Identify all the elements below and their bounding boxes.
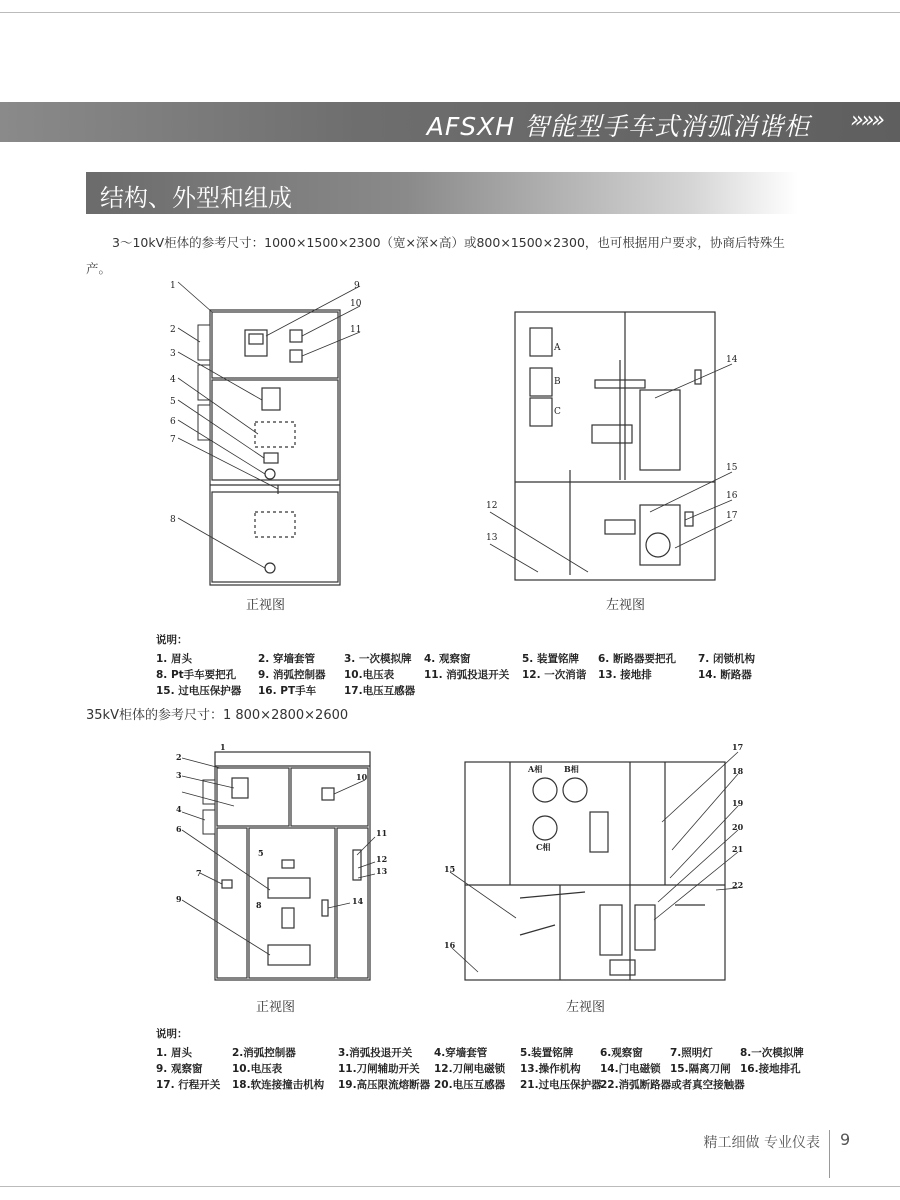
callout-4: 4 (170, 375, 176, 385)
note-item: 18.软连接撞击机构 (232, 1079, 325, 1091)
phase-label-c: C相 (536, 842, 551, 852)
callout-9: 9 (176, 894, 182, 904)
side-view-diagram-10kv (480, 300, 740, 585)
phase-label-b: B相 (564, 764, 579, 774)
note-item: 15. 过电压保护器 (156, 685, 242, 697)
note-item: 10.电压表 (344, 669, 395, 681)
note-item: 6. 断路器要把孔 (598, 653, 676, 665)
footer-slogan: 精工细做 专业仪表 (703, 1135, 820, 1151)
phase-label-c: C (554, 407, 561, 417)
subheading-35kv: 35kV柜体的参考尺寸：1 800×2800×2600 (86, 708, 349, 723)
callout-18: 18 (732, 766, 744, 776)
note-item: 4. 观察窗 (424, 653, 471, 665)
callout-14: 14 (726, 355, 738, 365)
callout-6: 6 (176, 824, 182, 834)
bottom-rule (0, 1186, 900, 1187)
notes-row (156, 683, 755, 699)
note-item: 12.刀闸电磁锁 (434, 1063, 506, 1075)
notes-title: 说明： (156, 1028, 188, 1040)
side-view-caption-10kv: 左视图 (606, 598, 646, 613)
note-item: 20.电压互感器 (434, 1079, 506, 1091)
callout-1: 1 (220, 742, 226, 752)
note-item: 17.电压互感器 (344, 685, 416, 697)
callout-19: 19 (732, 798, 744, 808)
note-item: 15.隔离刀闸 (670, 1063, 731, 1075)
note-item: 2. 穿墙套管 (258, 653, 315, 665)
phase-label-a: A相 (528, 764, 543, 774)
note-item: 11. 消弧投退开关 (424, 669, 510, 681)
front-view-caption-10kv: 正视图 (246, 598, 286, 613)
intro-paragraph: 3～10kV柜体的参考尺寸：1000×1500×2300（宽×深×高）或800×1500×2300，也可根据用户要求，协商后特殊生产。 (86, 235, 785, 276)
callout-10: 10 (350, 299, 362, 309)
note-item: 1. 眉头 (156, 1047, 192, 1059)
note-item: 3.消弧投退开关 (338, 1047, 413, 1059)
note-item: 1. 眉头 (156, 653, 192, 665)
note-item: 11.刀闸辅助开关 (338, 1063, 420, 1075)
note-item: 3. 一次模拟牌 (344, 653, 412, 665)
notes-10kv (156, 632, 755, 699)
note-item: 8. Pt手车要把孔 (156, 669, 237, 681)
callout-15: 15 (444, 864, 456, 874)
note-item: 7. 闭锁机构 (698, 653, 755, 665)
product-title: AFSXH 智能型手车式消弧消谐柜 (426, 112, 810, 141)
top-rule (0, 12, 900, 13)
notes-35kv (156, 1026, 804, 1093)
callout-21: 21 (732, 844, 744, 854)
note-item: 5.装置铭牌 (520, 1047, 574, 1059)
callout-4: 4 (176, 804, 182, 814)
callout-1: 1 (170, 281, 176, 291)
phase-label-a: A (554, 343, 561, 353)
note-item: 19.高压限流熔断器 (338, 1079, 431, 1091)
section-title: 结构、外型和组成 (100, 184, 292, 212)
note-item: 16. PT手车 (258, 685, 317, 697)
callout-3: 3 (170, 349, 176, 359)
notes-title: 说明： (156, 634, 188, 646)
note-item: 17. 行程开关 (156, 1079, 221, 1091)
callout-7: 7 (170, 435, 176, 445)
note-item: 8.一次模拟牌 (740, 1047, 804, 1059)
note-item: 10.电压表 (232, 1063, 283, 1075)
callout-12: 12 (376, 854, 388, 864)
callout-12: 12 (486, 501, 498, 511)
front-view-diagram-10kv (160, 280, 370, 590)
notes-row (156, 1061, 804, 1077)
note-item: 7.照明灯 (670, 1047, 713, 1059)
callout-20: 20 (732, 822, 744, 832)
note-item: 5. 装置铭牌 (522, 653, 579, 665)
note-item: 16.接地排孔 (740, 1063, 801, 1075)
footer-divider (829, 1130, 830, 1178)
note-item: 2.消弧控制器 (232, 1047, 296, 1059)
callout-3: 3 (176, 770, 182, 780)
notes-row (156, 667, 755, 683)
note-item: 13. 接地排 (598, 669, 652, 681)
callout-16: 16 (726, 491, 738, 501)
callout-2: 2 (170, 325, 176, 335)
note-item: 9. 观察窗 (156, 1063, 203, 1075)
phase-label-b: B (554, 377, 561, 387)
side-view-diagram-35kv (440, 740, 755, 985)
callout-5: 5 (258, 848, 264, 858)
callout-11: 11 (350, 325, 362, 335)
callout-13: 13 (376, 866, 388, 876)
side-view-caption-35kv: 左视图 (566, 1000, 606, 1015)
callout-5: 5 (170, 397, 176, 407)
callout-9: 9 (354, 281, 360, 291)
callout-14: 14 (352, 896, 364, 906)
page-number: 9 (840, 1130, 851, 1149)
chevrons-icon: »»» (850, 108, 882, 133)
callout-6: 6 (170, 417, 176, 427)
callout-8: 8 (170, 515, 176, 525)
note-item: 12. 一次消谐 (522, 669, 587, 681)
callout-8: 8 (256, 900, 262, 910)
callout-16: 16 (444, 940, 456, 950)
front-view-caption-35kv: 正视图 (256, 1000, 296, 1015)
note-item: 6.观察窗 (600, 1047, 643, 1059)
callout-13: 13 (486, 533, 498, 543)
notes-row (156, 1045, 804, 1061)
callout-15: 15 (726, 463, 738, 473)
note-item: 22.消弧断路器或者真空接触器 (600, 1079, 745, 1091)
front-view-diagram-35kv (170, 740, 390, 985)
note-item: 13.操作机构 (520, 1063, 581, 1075)
callout-10: 10 (356, 772, 368, 782)
note-item: 21.过电压保护器 (520, 1079, 602, 1091)
notes-row (156, 651, 755, 667)
callout-17: 17 (732, 742, 744, 752)
section-header (86, 172, 798, 214)
callout-22: 22 (732, 880, 744, 890)
note-item: 9. 消弧控制器 (258, 669, 326, 681)
title-banner (0, 102, 900, 142)
callout-11: 11 (376, 828, 388, 838)
note-item: 14. 断路器 (698, 669, 752, 681)
notes-row (156, 1077, 804, 1093)
callout-2: 2 (176, 752, 182, 762)
note-item: 14.门电磁锁 (600, 1063, 661, 1075)
callout-17: 17 (726, 511, 738, 521)
callout-7: 7 (196, 868, 202, 878)
note-item: 4.穿墙套管 (434, 1047, 488, 1059)
